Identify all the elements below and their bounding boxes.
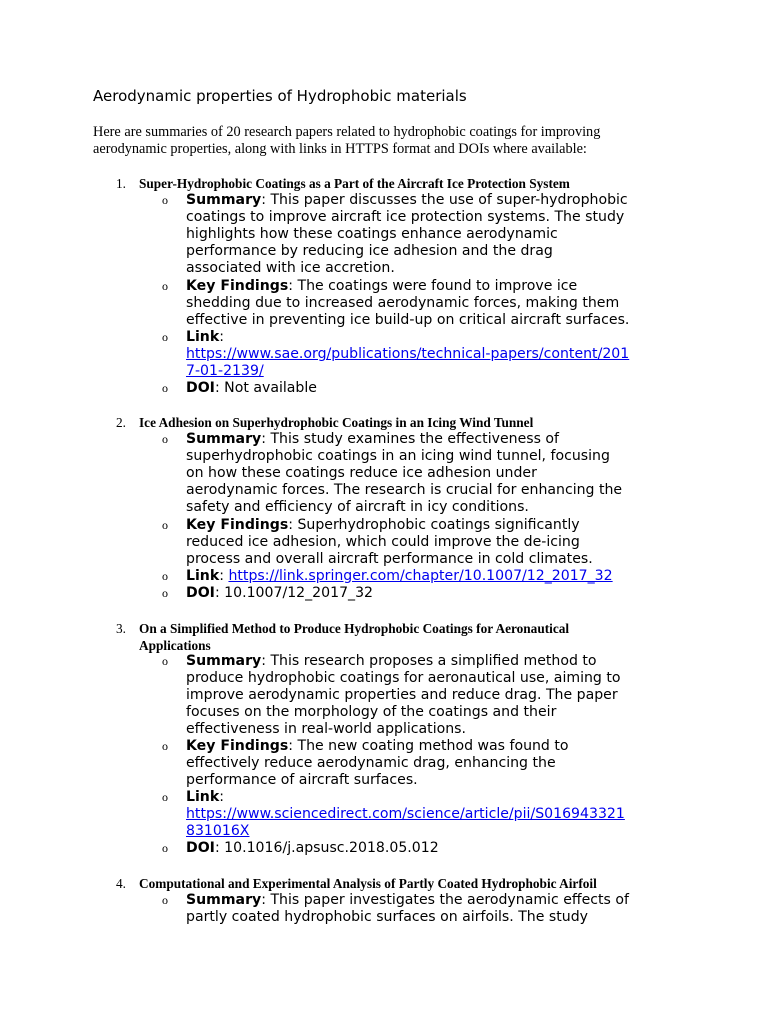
doi-label: DOI	[186, 840, 215, 856]
intro-line: aerodynamic properties, along with links in HTTPS format and DOIs where available:	[93, 141, 587, 157]
bullet-marker: o	[162, 330, 168, 344]
paper-link[interactable]: https://link.springer.com/chapter/10.1007/12_2017_32	[228, 568, 613, 584]
paper-title: Computational and Experimental Analysis of Partly Coated Hydrophobic Airfoil	[139, 876, 597, 891]
summary-text: : This paper investigates the aerodynamic effects of	[261, 892, 629, 908]
bullet-marker: o	[162, 654, 168, 668]
summary-text: associated with ice accretion.	[186, 260, 395, 276]
paper-title: Super-Hydrophobic Coatings as a Part of the Aircraft Ice Protection System	[139, 176, 570, 191]
summary-text: performance by reducing ice adhesion and the drag	[186, 243, 553, 259]
summary-text: superhydrophobic coatings in an icing wind tunnel, focusing	[186, 448, 610, 464]
bullet-marker: o	[162, 569, 168, 583]
link-item	[186, 789, 686, 840]
paper-title: Ice Adhesion on Superhydrophobic Coatings in an Icing Wind Tunnel	[139, 415, 534, 430]
doi-label: DOI	[186, 380, 215, 396]
summary-text: aerodynamic forces. The research is crucial for enhancing the	[186, 482, 623, 498]
document-title: Aerodynamic properties of Hydrophobic materials	[93, 87, 467, 105]
summary-text: produce hydrophobic coatings for aeronautical use, aiming to	[186, 670, 621, 686]
key-findings-text: process and overall aircraft performance in cold climates.	[186, 551, 593, 567]
intro-line: Here are summaries of 20 research papers related to hydrophobic coatings for improving	[93, 124, 601, 140]
key-findings-item	[186, 738, 686, 789]
paper-heading-4	[116, 875, 676, 892]
link-label: Link	[186, 329, 220, 345]
summary-text: highlights how these coatings enhance aerodynamic	[186, 226, 558, 242]
summary-text: focuses on the morphology of the coatings and their	[186, 704, 557, 720]
bullet-marker: o	[162, 586, 168, 600]
bullet-marker: o	[162, 279, 168, 293]
summary-label: Summary	[186, 653, 262, 669]
paper-title: On a Simplified Method to Produce Hydrophobic Coatings for Aeronautical	[139, 621, 570, 636]
key-findings-label: Key Findings	[186, 517, 289, 533]
bullet-marker: o	[162, 193, 168, 207]
summary-item	[186, 431, 686, 516]
doi-text: : 10.1007/12_2017_32	[214, 585, 374, 601]
key-findings-text: effective in preventing ice build-up on critical aircraft surfaces.	[186, 312, 630, 328]
bullet-marker: o	[162, 381, 168, 395]
key-findings-item	[186, 517, 686, 568]
link-item	[186, 568, 686, 585]
doi-item	[186, 840, 686, 857]
bullet-marker: o	[162, 790, 168, 804]
summary-text: : This research proposes a simplified method to	[261, 653, 597, 669]
key-findings-label: Key Findings	[186, 278, 289, 294]
link-separator: :	[219, 789, 224, 805]
paper-number: 2.	[116, 415, 126, 430]
paper-number: 4.	[116, 876, 126, 891]
bullet-marker: o	[162, 739, 168, 753]
key-findings-text: shedding due to increased aerodynamic forces, making them	[186, 295, 620, 311]
paper-link[interactable]: https://www.sae.org/publications/technical-papers/content/201	[186, 346, 630, 362]
paper-heading-3	[116, 620, 676, 654]
summary-label: Summary	[186, 192, 262, 208]
bullet-marker: o	[162, 432, 168, 446]
summary-label: Summary	[186, 431, 262, 447]
key-findings-text: : The coatings were found to improve ice	[288, 278, 578, 294]
paper-link[interactable]: https://www.sciencedirect.com/science/article/pii/S016943321	[186, 806, 625, 822]
paper-heading-1	[116, 175, 676, 192]
key-findings-item	[186, 278, 686, 329]
bullet-marker: o	[162, 518, 168, 532]
summary-text: partly coated hydrophobic surfaces on airfoils. The study	[186, 909, 588, 925]
doi-text: : 10.1016/j.apsusc.2018.05.012	[214, 840, 439, 856]
paper-link[interactable]: 831016X	[186, 823, 250, 839]
summary-label: Summary	[186, 892, 262, 908]
paper-heading-2	[116, 414, 676, 431]
summary-item	[186, 892, 686, 926]
key-findings-text: : The new coating method was found to	[288, 738, 569, 754]
summary-item	[186, 653, 686, 738]
summary-text: improve aerodynamic properties and reduce drag. The paper	[186, 687, 618, 703]
link-label: Link	[186, 568, 220, 584]
key-findings-text: : Superhydrophobic coatings significantly	[288, 517, 580, 533]
doi-item	[186, 585, 686, 602]
summary-text: : This study examines the effectiveness of	[261, 431, 559, 447]
bullet-marker: o	[162, 841, 168, 855]
paper-title: Applications	[139, 638, 211, 653]
doi-text: : Not available	[214, 380, 317, 396]
link-label: Link	[186, 789, 220, 805]
summary-text: safety and efficiency of aircraft in icy conditions.	[186, 499, 529, 515]
paper-number: 3.	[116, 621, 126, 636]
link-separator: :	[219, 568, 229, 584]
key-findings-text: reduced ice adhesion, which could improve the de-icing	[186, 534, 580, 550]
intro-paragraph	[93, 124, 693, 158]
summary-text: effectiveness in real-world applications.	[186, 721, 466, 737]
summary-text: coatings to improve aircraft ice protection systems. The study	[186, 209, 625, 225]
doi-label: DOI	[186, 585, 215, 601]
key-findings-label: Key Findings	[186, 738, 289, 754]
summary-item	[186, 192, 686, 277]
paper-link[interactable]: 7-01-2139/	[186, 363, 264, 379]
link-item	[186, 329, 686, 380]
summary-text: : This paper discusses the use of super-hydrophobic	[261, 192, 628, 208]
summary-text: on how these coatings reduce ice adhesion under	[186, 465, 537, 481]
bullet-marker: o	[162, 893, 168, 907]
link-separator: :	[219, 329, 224, 345]
doi-item	[186, 380, 686, 397]
key-findings-text: performance of aircraft surfaces.	[186, 772, 418, 788]
key-findings-text: effectively reduce aerodynamic drag, enhancing the	[186, 755, 556, 771]
paper-number: 1.	[116, 176, 126, 191]
